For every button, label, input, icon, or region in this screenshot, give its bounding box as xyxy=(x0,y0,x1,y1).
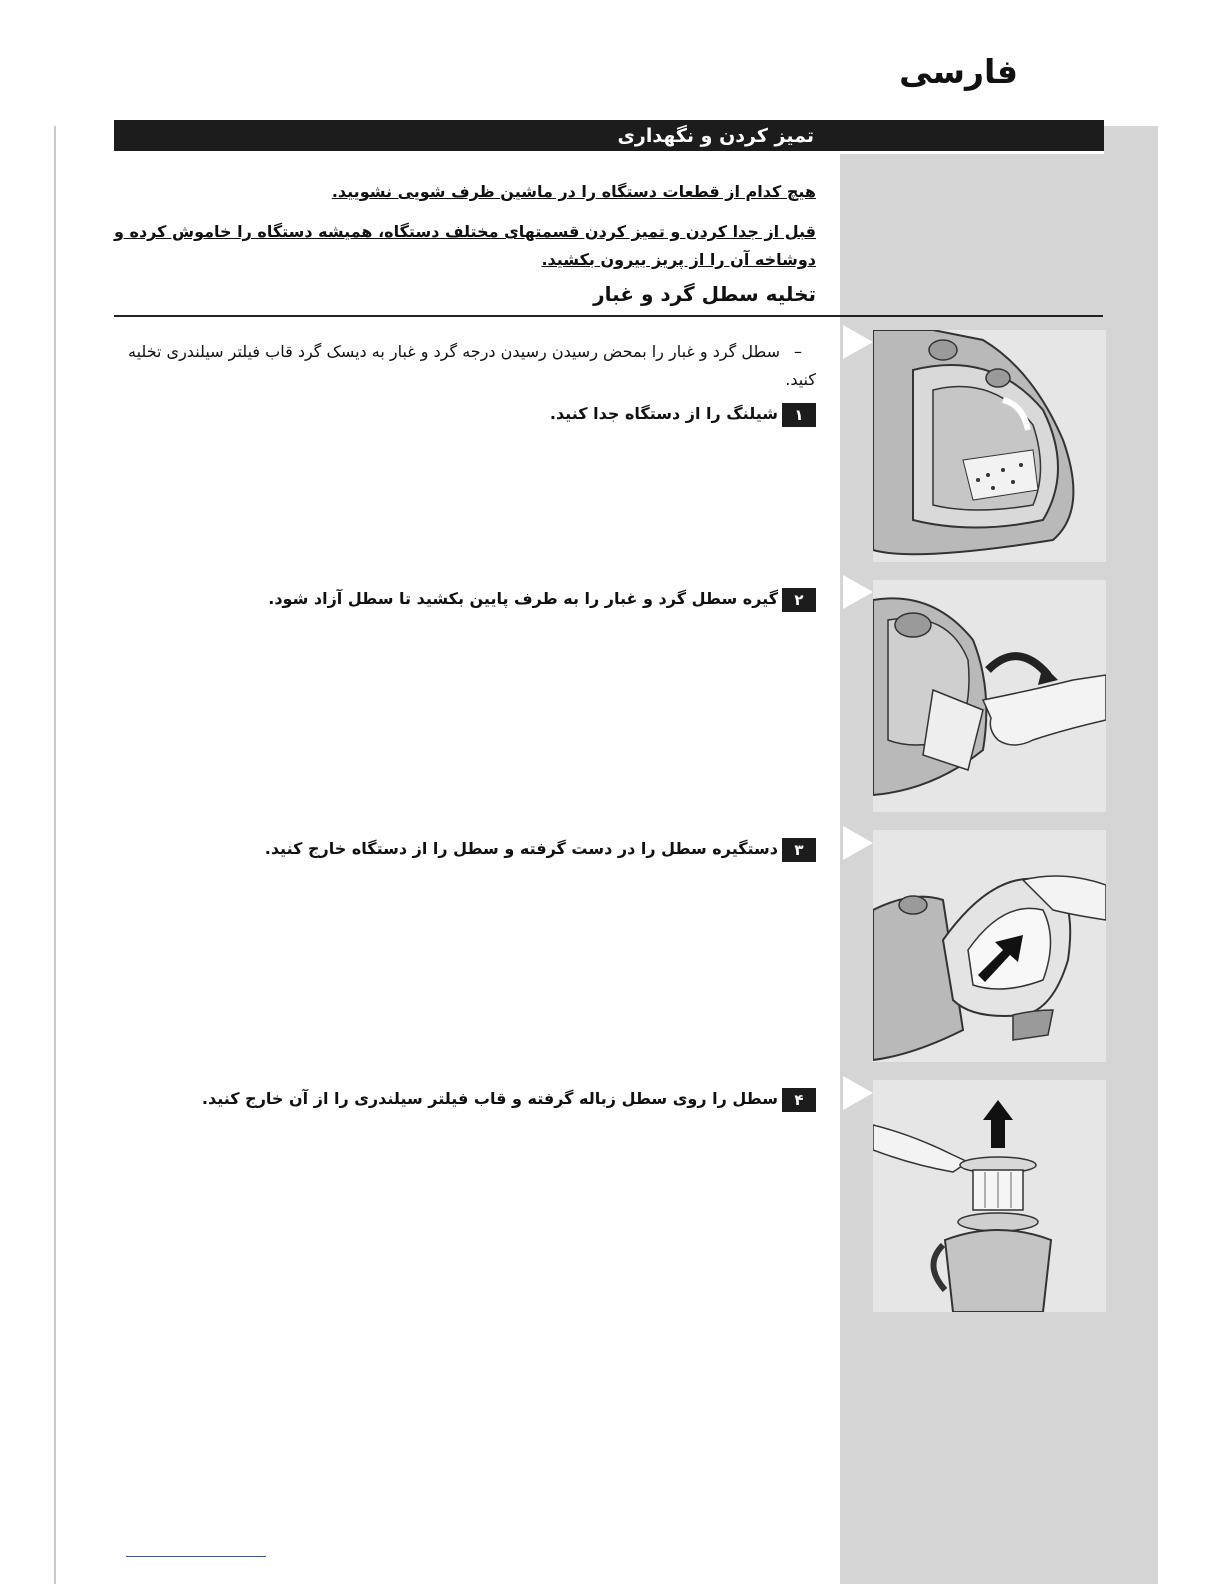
intro-text: سطل گرد و غبار را بمحض رسیدن رسیدن درجه گرد و غبار به دیسک گرد قاب فیلتر سیلندری تخلیه کنید. xyxy=(127,342,816,389)
intro-paragraph xyxy=(114,338,816,394)
step-4-text: سطل را روی سطل زباله گرفته و قاب فیلتر سیلندری را از آن خارج کنید. xyxy=(201,1089,778,1108)
section-title: تمیز کردن و نگهداری xyxy=(617,125,814,147)
illustration-remove-container xyxy=(873,830,1106,1062)
warning-dishwasher: هیچ کدام از قطعات دستگاه را در ماشین ظرف شویی نشویید. xyxy=(331,182,816,201)
pointer-arrow-icon xyxy=(843,575,873,609)
illustration-remove-filter xyxy=(873,1080,1106,1312)
step-4 xyxy=(114,1085,816,1113)
pointer-arrow-icon xyxy=(843,325,873,359)
language-title: فارسی xyxy=(899,52,1018,91)
illustration-release-latch xyxy=(873,580,1106,812)
step-2 xyxy=(114,585,816,613)
step-1 xyxy=(114,400,816,428)
step-3-text: دستگیره سطل را در دست گرفته و سطل را از دستگاه خارج کنید. xyxy=(264,839,778,858)
step-3-number: ۳ xyxy=(782,838,816,862)
subsection-rule xyxy=(114,315,1103,317)
intro-dash: – xyxy=(794,342,802,361)
pointer-arrow-icon xyxy=(843,1076,873,1110)
subsection-title: تخلیه سطل گرد و غبار xyxy=(593,282,816,306)
step-2-number: ۲ xyxy=(782,588,816,612)
step-2-text: گیره سطل گرد و غبار را به طرف پایین بکشید تا سطل آزاد شود. xyxy=(268,589,778,608)
pointer-arrow-icon xyxy=(843,826,873,860)
step-1-text: شیلنگ را از دستگاه جدا کنید. xyxy=(549,404,778,423)
step-1-number: ۱ xyxy=(782,403,816,427)
illustration-detach-hose xyxy=(873,330,1106,562)
step-4-number: ۴ xyxy=(782,1088,816,1112)
left-margin-rule xyxy=(54,126,56,1584)
warning-unplug: قبل از جدا کردن و تمیز کردن قسمتهای مختلف دستگاه، همیشه دستگاه را خاموش کرده و دوشاخه آن را از پریز بیرون بکشید. xyxy=(113,222,816,269)
step-3 xyxy=(114,835,816,863)
footer-rule xyxy=(126,1556,266,1557)
section-header-bar xyxy=(114,120,1104,154)
